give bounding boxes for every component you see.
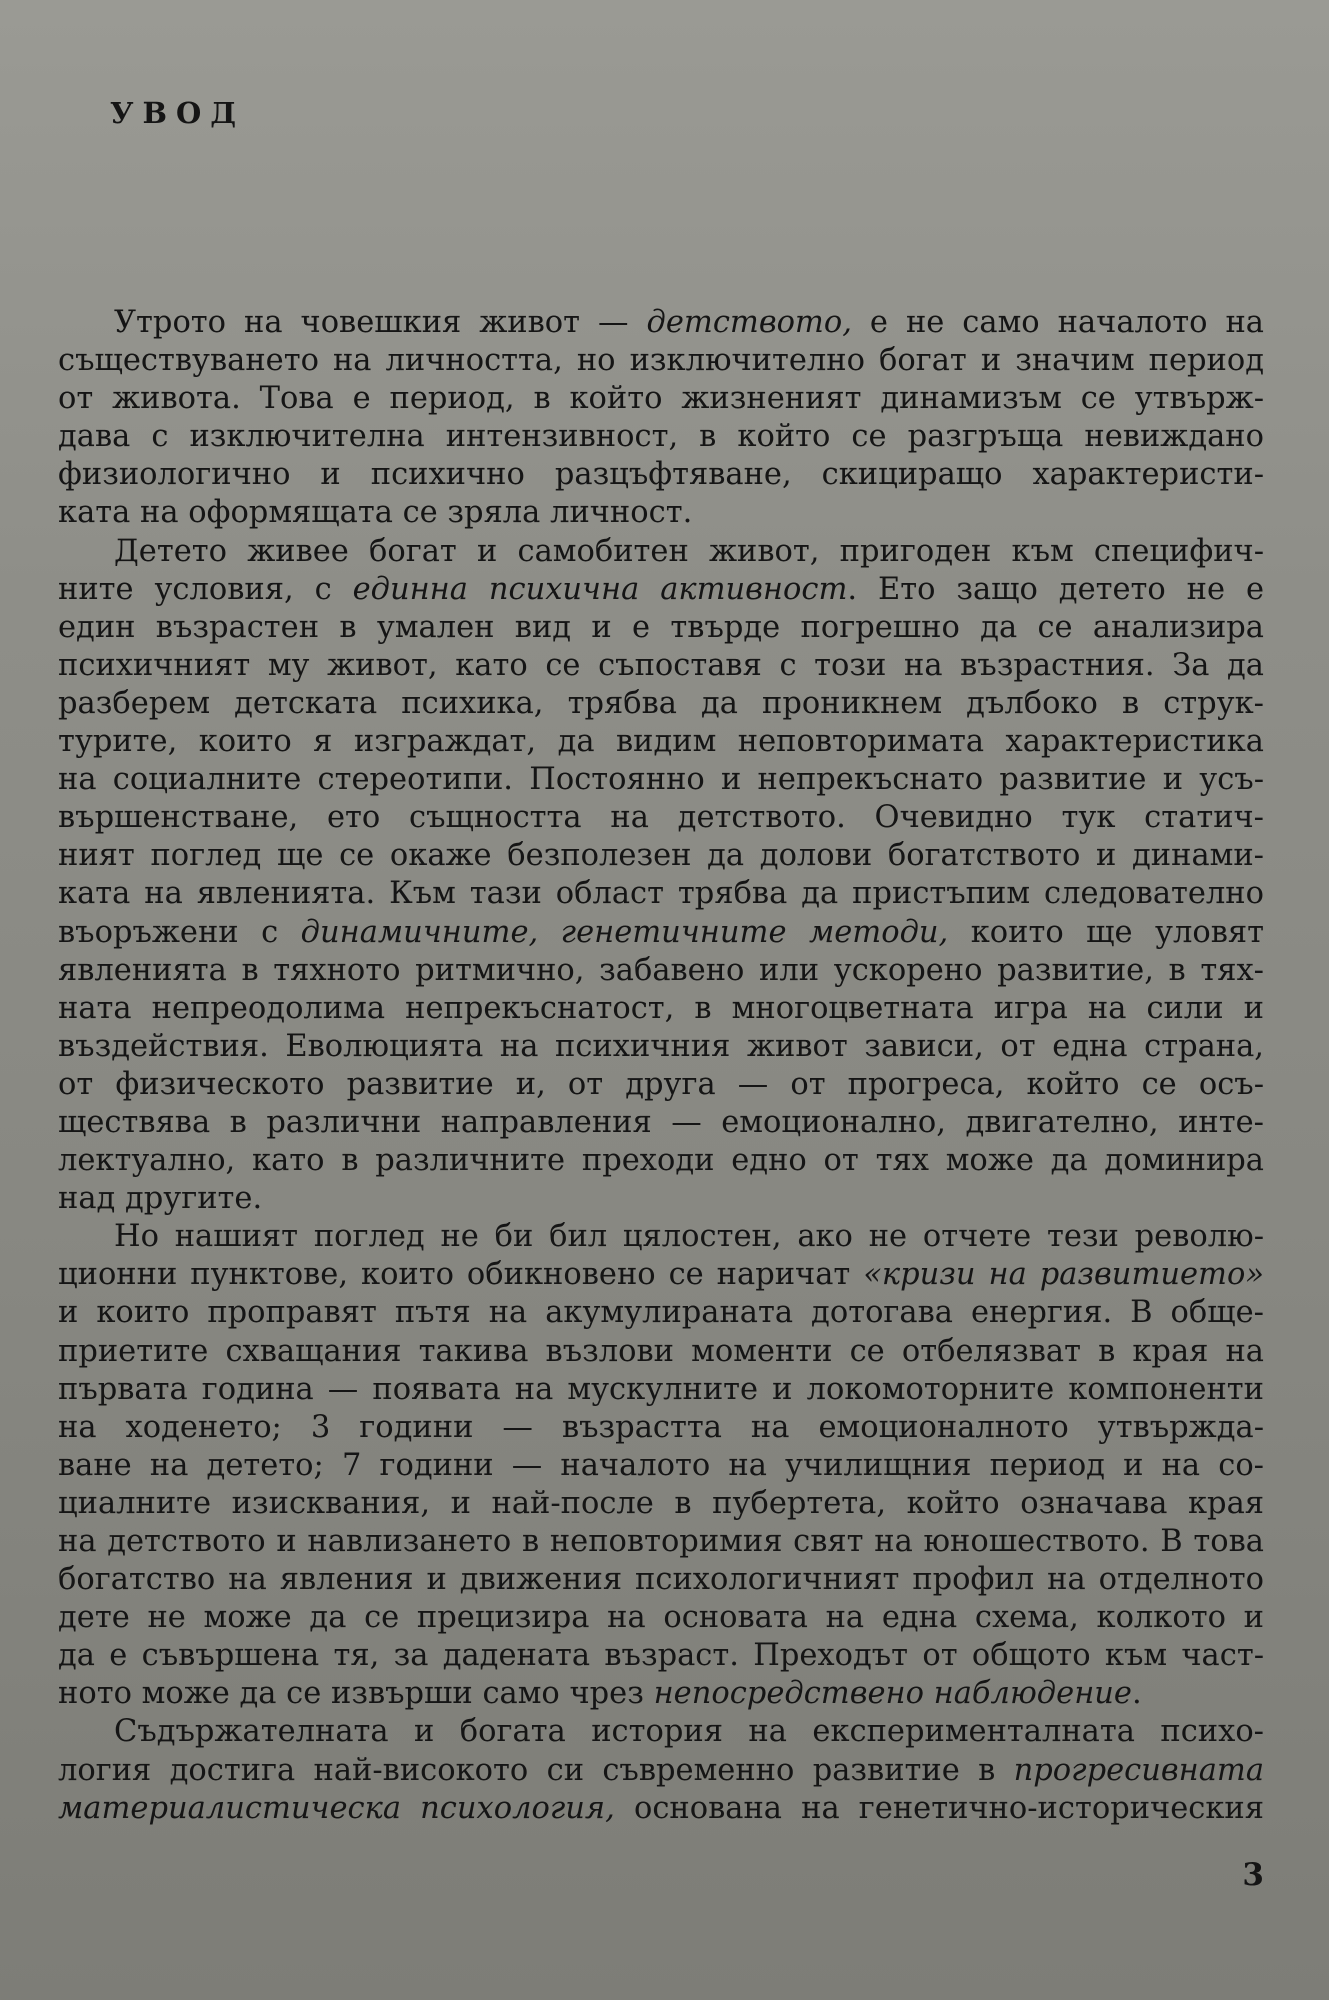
text-line	[58, 1637, 1264, 1675]
text-run: ните условия, с	[58, 571, 353, 607]
text-run: циалните изисквания, и най-после в пубертета, който означава края	[58, 1485, 1264, 1521]
text-run: дете не може да се прецизира на основата на една схема, колкото и	[58, 1600, 1264, 1636]
text-line	[58, 304, 1264, 342]
text-run: от живота. Това е период, в който жизненият динамизъм се утвърж-	[58, 381, 1264, 417]
text-run: логия достига най-високото си съвременно развитие в	[58, 1752, 1014, 1788]
text-line	[58, 1485, 1264, 1523]
text-run: ществява в различни направления — емоционално, двигателно, инте-	[58, 1104, 1264, 1140]
text-run: които ще уловят	[948, 914, 1264, 950]
text-line	[58, 1790, 1264, 1828]
text-line	[58, 1142, 1264, 1180]
text-line	[58, 342, 1264, 380]
italic-text: «кризи на развитието»	[863, 1257, 1264, 1293]
text-line	[58, 418, 1264, 456]
text-run: вършенстване, ето същността на детството. Очевидно тук статич-	[58, 800, 1264, 836]
text-line	[58, 456, 1264, 494]
italic-text: динамичните, генетичните методи,	[300, 914, 949, 950]
text-line	[58, 761, 1264, 799]
text-run: разберем детската психика, трябва да проникнем дълбоко в струк-	[58, 685, 1264, 721]
body-text	[58, 304, 1264, 1828]
page-number: 3	[1242, 1857, 1264, 1893]
text-line	[58, 914, 1264, 952]
text-line	[58, 1218, 1264, 1256]
text-run: въздействия. Еволюцията на психичния живот зависи, от една страна,	[58, 1028, 1264, 1064]
text-line	[58, 1561, 1264, 1599]
text-run: Утрото на човешкия живот —	[114, 305, 647, 340]
text-line	[58, 875, 1264, 913]
text-run: ката на оформящата се зряла личност.	[58, 495, 693, 531]
text-run: от физическото развитие и, от друга — от прогреса, който се осъ-	[58, 1066, 1264, 1102]
italic-text: единна психична активност	[352, 571, 848, 607]
text-run: и които проправят пътя на акумулираната дотогава енергия. В обще-	[58, 1295, 1264, 1331]
text-run: лектуално, като в различните преходи едно от тях може да доминира	[58, 1143, 1264, 1179]
chapter-heading: УВОД	[110, 96, 246, 130]
text-run: първата година — появата на мускулните и локомоторните компоненти	[58, 1371, 1264, 1407]
text-line	[58, 1675, 1264, 1713]
text-run: ното може да се извърши само чрез	[58, 1676, 654, 1712]
text-run: е не само началото на	[851, 305, 1264, 340]
text-line	[58, 1599, 1264, 1637]
text-run: .	[1131, 1676, 1142, 1712]
text-run: ване на детето; 7 години — началото на училищния период и на со-	[58, 1447, 1264, 1483]
italic-text: прогресивната	[1013, 1752, 1264, 1788]
text-line	[58, 1371, 1264, 1409]
text-line	[58, 1752, 1264, 1790]
text-line	[58, 1713, 1264, 1751]
text-run: на ходенето; 3 години — възрастта на емоционалното утвържда-	[58, 1409, 1264, 1445]
text-line	[58, 533, 1264, 571]
text-line	[58, 1180, 1264, 1218]
text-run: психичният му живот, като се съпоставя с този на възрастния. За да	[58, 647, 1264, 683]
text-run: основана на генетично-историческия	[614, 1790, 1264, 1826]
text-run: на детството и навлизането в неповторимия свят на юношеството. В това	[58, 1524, 1264, 1559]
text-run: Съдържателната и богата история на експерименталната психо-	[114, 1714, 1264, 1750]
text-run: един възрастен в умален вид и е твърде погрешно да се анализира	[58, 609, 1264, 645]
text-line	[58, 1333, 1264, 1371]
text-line	[58, 990, 1264, 1028]
text-line	[58, 952, 1264, 990]
text-line	[58, 380, 1264, 418]
text-run: . Ето защо детето не е	[847, 571, 1264, 607]
text-run: да е съвършена тя, за дадената възраст. Преходът от общото към част-	[58, 1638, 1264, 1674]
text-line	[58, 1447, 1264, 1485]
text-run: ният поглед ще се окаже безполезен да долови богатството и динами-	[58, 838, 1264, 874]
text-run: богатство на явления и движения психологичният профил на отделното	[58, 1562, 1264, 1598]
text-run: над другите.	[58, 1181, 263, 1217]
text-line	[58, 799, 1264, 837]
text-line	[58, 1104, 1264, 1142]
text-run: приетите схващания такива възлови моменти се отбелязват в края на	[58, 1333, 1264, 1369]
italic-text: детството,	[646, 305, 852, 340]
italic-text: непосредствено наблюдение	[653, 1676, 1132, 1712]
text-run: турите, които я изграждат, да видим неповторимата характеристика	[58, 724, 1264, 760]
text-run: съществуването на личността, но изключително богат и значим период	[58, 343, 1264, 379]
text-line	[58, 685, 1264, 723]
italic-text: материалистическа психология,	[58, 1790, 615, 1826]
text-run: дава с изключителна интензивност, в който се разгръща невиждано	[58, 419, 1264, 455]
text-line	[58, 1294, 1264, 1332]
text-run: ната непреодолима непрекъснатост, в многоцветната игра на сили и	[58, 990, 1264, 1026]
text-line	[58, 647, 1264, 685]
text-line	[58, 494, 1264, 532]
text-run: явленията в тяхното ритмично, забавено или ускорено развитие, в тях-	[58, 952, 1264, 988]
text-line	[58, 571, 1264, 609]
text-line	[58, 1028, 1264, 1066]
text-run: ката на явленията. Към тази област трябва да пристъпим следователно	[58, 876, 1264, 912]
text-run: физиологично и психично разцъфтяване, скициращо характеристи-	[58, 457, 1264, 493]
text-run: на социалните стереотипи. Постоянно и непрекъснато развитие и усъ-	[58, 762, 1264, 798]
text-line	[58, 1256, 1264, 1294]
text-line	[58, 609, 1264, 647]
text-run: ционни пунктове, които обикновено се наричат	[58, 1257, 864, 1293]
text-run: Но нашият поглед не би бил цялостен, ако не отчете тези револю-	[114, 1219, 1264, 1255]
text-line	[58, 837, 1264, 875]
text-run: Детето живее богат и самобитен живот, пригоден към специфич-	[114, 533, 1264, 569]
text-line	[58, 1409, 1264, 1447]
text-line	[58, 723, 1264, 761]
text-line	[58, 1066, 1264, 1104]
text-run: въоръжени с	[58, 914, 301, 950]
text-line	[58, 1523, 1264, 1561]
